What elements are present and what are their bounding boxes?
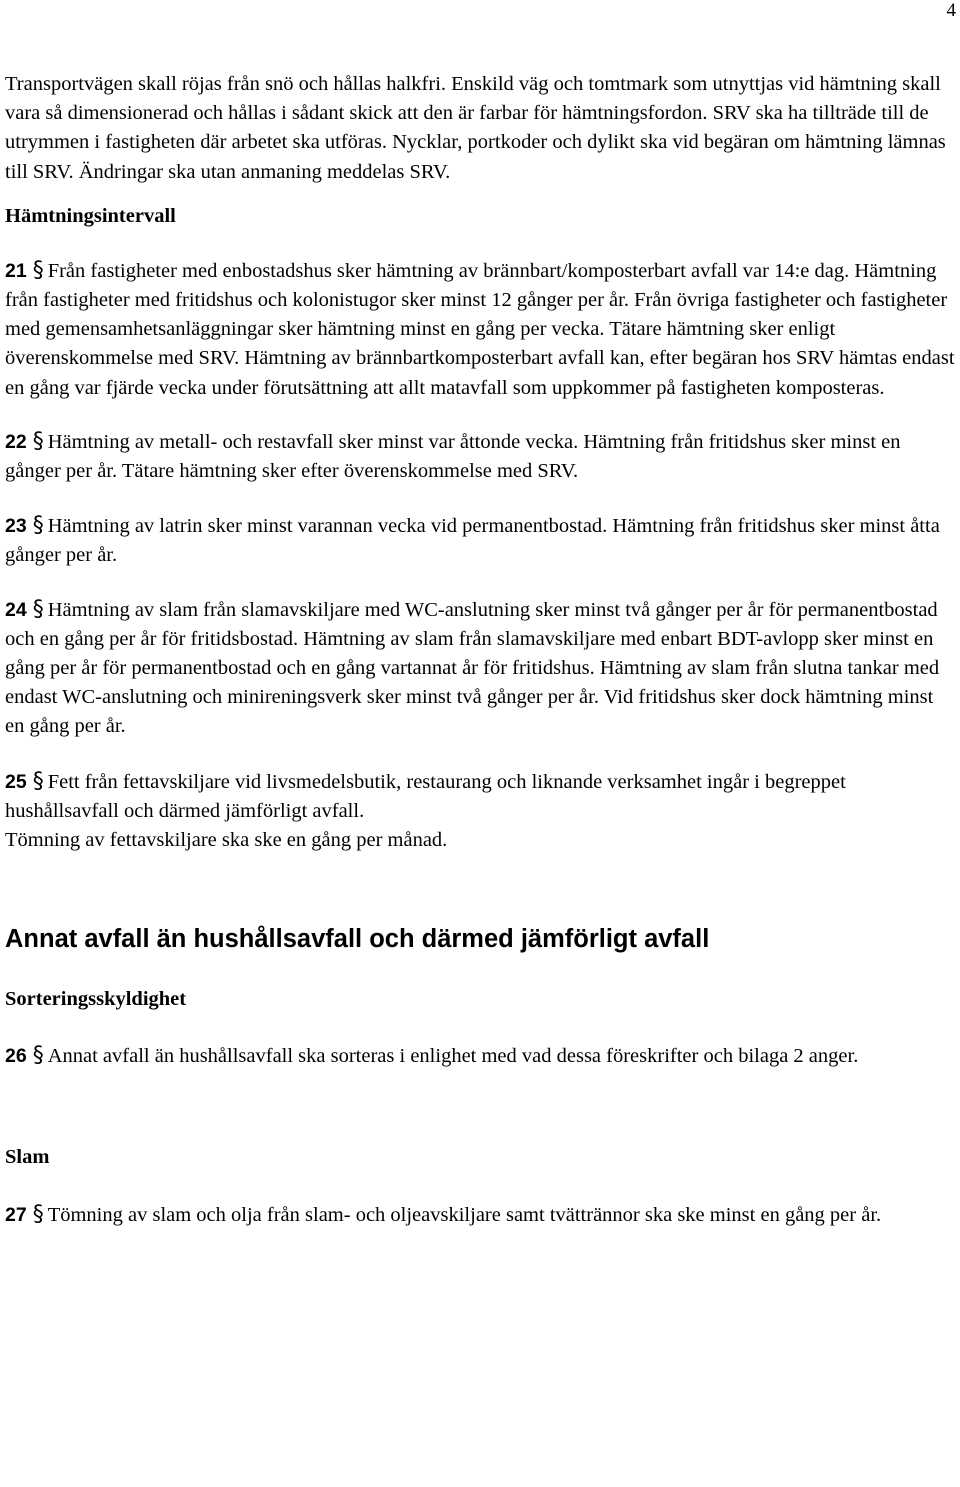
section-24 bbox=[5, 595, 955, 742]
section-27 bbox=[5, 1200, 955, 1230]
intro-paragraph: Transportvägen skall röjas från snö och hållas halkfri. Enskild väg och tomtmark som utnyttjas vid hämtning skall vara så dimensionerad och hållas i sådant skick att den är farbar för hämtningsfordon. SRV ska ha tillträde till de utrymmen i fastigheten där arbetet ska utföras. Nycklar, portkoder och dylikt ska vid begäran om hämtning lämnas till SRV. Ändringar ska utan anmaning meddelas SRV. bbox=[5, 73, 946, 183]
section-text: Från fastigheter med enbostadshus sker hämtning av brännbart/komposterbart avfall var 14:e dag. Hämtning från fastigheter med fritidshus och kolonistugor sker minst 12 gånger per år. Från övriga fastigheter och fastigheter med gemensamhetsanläggningar sker hämtning minst en gång per vecka. Tätare hämtning sker enligt överenskommelse med SRV. Hämtning av brännbartkomposterbart avfall kan, efter begäran hos SRV hämtas endast en gång var fjärde vecka under förutsättning att allt matavfall som uppkommer på fastigheten komposteras. bbox=[5, 259, 955, 399]
section-number: 24 bbox=[5, 598, 27, 621]
paragraph-sign-icon: § bbox=[32, 513, 44, 539]
section-text: Hämtning av slam från slamavskiljare med WC-anslutning sker minst två gånger per år för permanentbostad och en gång per år för fritidsbostad. Hämtning av slam från slamavskiljare med enbart BDT-avlopp sker minst en gång per år för permanentbostad och en gång vartannat år för fritidshus. Hämtning av slam från slutna tankar med endast WC-anslutning och minireningsverk sker minst två gånger per år. Vid fritidshus sker dock hämtning minst en gång per år. bbox=[5, 598, 940, 738]
document-body bbox=[5, 70, 955, 1231]
section-26 bbox=[5, 1041, 955, 1071]
page-number: 4 bbox=[946, 0, 956, 21]
section-text: Hämtning av latrin sker minst varannan vecka vid permanentbostad. Hämtning från fritidshus sker minst åtta gånger per år. bbox=[5, 515, 940, 567]
section-number: 27 bbox=[5, 1204, 27, 1227]
paragraph-sign-icon: § bbox=[32, 1202, 44, 1228]
section-text: Tömning av slam och olja från slam- och oljeavskiljare samt tvättrännor ska ske minst en gång per år. bbox=[47, 1204, 882, 1227]
section-text: Fett från fettavskiljare vid livsmedelsbutik, restaurang och liknande verksamhet ingår i begreppet hushållsavfall och därmed jämförligt avfall. bbox=[5, 770, 846, 822]
heading-hamtningsintervall: Hämtningsintervall bbox=[5, 204, 176, 227]
paragraph-sign-icon: § bbox=[32, 1043, 44, 1069]
heading-sorteringsskyldighet: Sorteringsskyldighet bbox=[5, 988, 187, 1011]
section-21 bbox=[5, 256, 955, 403]
section-25 bbox=[5, 767, 955, 826]
section-text: Annat avfall än hushållsavfall ska sorteras i enlighet med vad dessa föreskrifter och bilaga 2 anger. bbox=[47, 1045, 859, 1068]
section-number: 26 bbox=[5, 1045, 27, 1068]
section-number: 23 bbox=[5, 515, 27, 538]
heading-annat-avfall: Annat avfall än hushållsavfall och därmed jämförligt avfall bbox=[5, 925, 710, 954]
heading-slam: Slam bbox=[5, 1146, 50, 1169]
section-text: Hämtning av metall- och restavfall sker minst var åttonde vecka. Hämtning från fritidshus sker minst en gånger per år. Tätare hämtning sker efter överenskommelse med SRV. bbox=[5, 430, 901, 483]
section-22 bbox=[5, 427, 955, 486]
section-number: 22 bbox=[5, 430, 27, 453]
section-number: 25 bbox=[5, 770, 27, 793]
section-25-note: Tömning av fettavskiljare ska ske en gång per månad. bbox=[5, 829, 448, 852]
section-23 bbox=[5, 511, 955, 570]
paragraph-sign-icon: § bbox=[32, 768, 44, 794]
paragraph-sign-icon: § bbox=[32, 596, 44, 622]
paragraph-sign-icon: § bbox=[32, 257, 44, 283]
paragraph-sign-icon: § bbox=[32, 428, 44, 454]
section-number: 21 bbox=[5, 259, 27, 282]
